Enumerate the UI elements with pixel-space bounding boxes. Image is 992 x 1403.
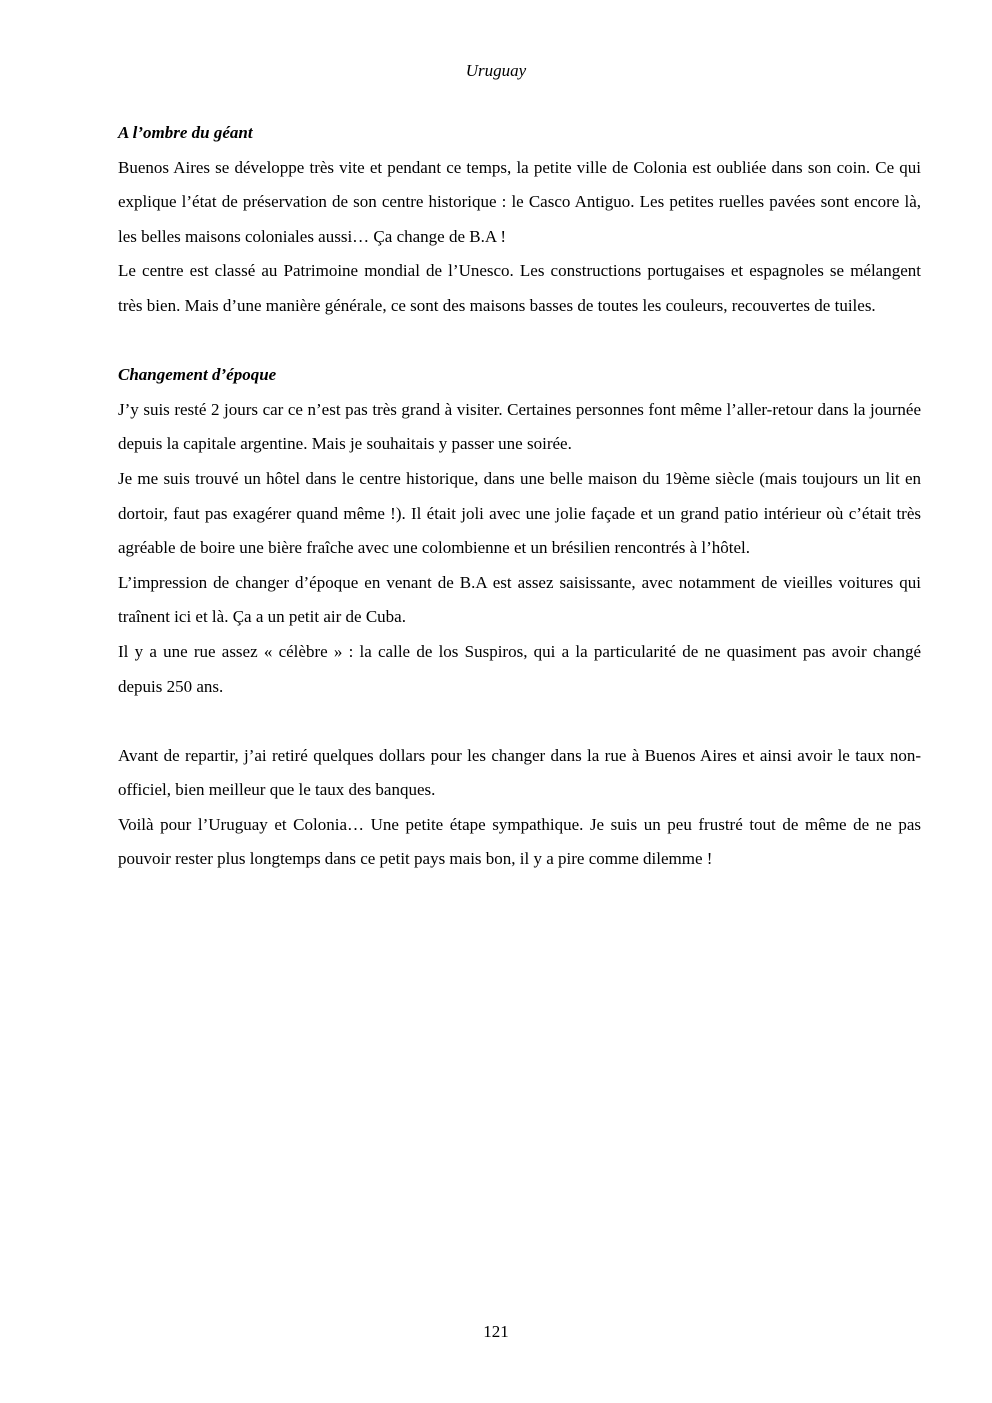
paragraph: Avant de repartir, j’ai retiré quelques dollars pour les changer dans la rue à Buenos Aires et ainsi avoir le taux non-officiel, bien meilleur que le taux des banques. [118,745,921,800]
section-ombre-du-geant [118,116,921,324]
section-changement-epoque [118,358,921,704]
paragraph-gap [118,324,921,359]
document-body [118,116,921,877]
section-heading: A l’ombre du géant [118,123,253,142]
paragraph: J’y suis resté 2 jours car ce n’est pas très grand à visiter. Certaines personnes font même l’aller-retour dans la journée depuis la capitale argentine. Mais je souhaitais y passer une soirée. [118,399,921,454]
section-heading: Changement d’époque [118,365,277,385]
paragraph: Il y a une rue assez « célèbre » : la calle de los Suspiros, qui a la particularité de ne quasiment pas avoir changé depuis 250 ans. [118,641,921,696]
paragraph: Buenos Aires se développe très vite et pendant ce temps, la petite ville de Colonia est oubliée dans son coin. Ce qui explique l’état de préservation de son centre historique : le Casco Antiguo. Les petites ruelles pavées sont encore là, les belles maisons coloniales aussi… Ça change de B.A ! [118,157,921,246]
running-header: Uruguay [465,61,527,80]
paragraph-gap [118,704,921,739]
paragraph: L’impression de changer d’époque en venant de B.A est assez saisissante, avec notamment de vieilles voitures qui traînent ici et là. Ça a un petit air de Cuba. [118,572,921,627]
paragraph: Voilà pour l’Uruguay et Colonia… Une petite étape sympathique. Je suis un peu frustré tout de même de ne pas pouvoir rester plus longtemps dans ce petit pays mais bon, il y a pire comme dilemme ! [118,814,921,869]
page-number: 121 [483,1322,509,1341]
paragraph: Je me suis trouvé un hôtel dans le centre historique, dans une belle maison du 19ème siècle (mais toujours un lit en dortoir, faut pas exagérer quand même !). Il était joli avec une jolie façade et un grand patio intérieur où c’était très agréable de boire une bière fraîche avec une colombienne et un brésilien rencontrés à l’hôtel. [118,468,921,558]
paragraph: Le centre est classé au Patrimoine mondial de l’Unesco. Les constructions portugaises et espagnoles se mélangent très bien. Mais d’une manière générale, ce sont des maisons basses de toutes les couleurs, recouvertes de tuiles. [118,261,921,315]
section-conclusion [118,739,921,877]
